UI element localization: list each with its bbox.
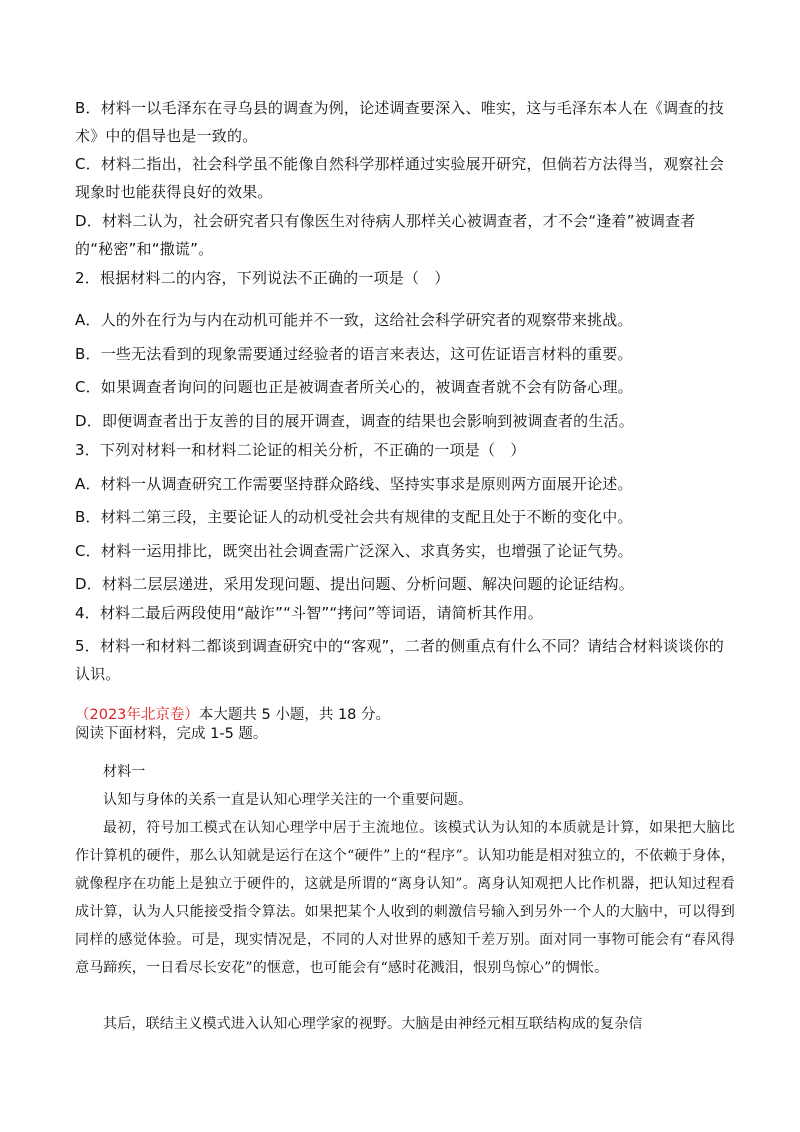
question-4: 4．材料二最后两段使用“敲诈”“斗智”“拷问”等词语，请简析其作用。	[75, 604, 543, 622]
section-meta: 本大题共 5 小题，共 18 分。	[198, 707, 391, 723]
passage-paragraph-3: 其后，联结主义模式进入认知心理学家的视野。大脑是由神经元相互联结构成的复杂信	[103, 1016, 643, 1032]
section-header	[75, 705, 390, 725]
reading-instruction: 阅读下面材料，完成 1-5 题。	[75, 726, 268, 742]
question-3-option-a: A．材料一从调查研究工作需要坚持群众路线、坚持实事求是原则两方面展开论述。	[75, 475, 633, 493]
question-2-option-d: D．即便调查者出于友善的目的展开调查，调查的结果也会影响到被调查者的生活。	[75, 412, 634, 430]
question-2: 2．根据材料二的内容，下列说法不正确的一项是（ ）	[75, 269, 450, 287]
exam-source: （2023年北京卷）	[75, 707, 199, 723]
question-2-option-a: A．人的外在行为与内在动机可能并不一致，这给社会科学研究者的观察带来挑战。	[75, 311, 633, 329]
option-b-material-one: B．材料一以毛泽东在寻乌县的调查为例，论述调查要深入、唯实，这与毛泽东本人在《调查的技术》中的倡导也是一致的。	[75, 99, 724, 145]
question-5: 5．材料一和材料二都谈到调查研究中的“客观”，二者的侧重点有什么不同？请结合材料谈谈你的认识。	[75, 637, 724, 683]
option-d-material-two: D．材料二认为，社会研究者只有像医生对待病人那样关心被调查者，才不会“逢着”被调查者的“秘密”和“撒谎”。	[75, 212, 696, 258]
question-3: 3．下列对材料一和材料二论证的相关分析，不正确的一项是（ ）	[75, 441, 526, 459]
question-3-option-d: D．材料二层层递进，采用发现问题、提出问题、分析问题、解决问题的论证结构。	[75, 575, 634, 593]
question-2-option-b: B．一些无法看到的现象需要通过经验者的语言来表达，这可佐证语言材料的重要。	[75, 345, 633, 363]
option-c-material-two: C．材料二指出，社会科学虽不能像自然科学那样通过实验展开研究，但倘若方法得当，观察社会现象时也能获得良好的效果。	[75, 155, 725, 201]
question-2-option-c: C．如果调查者询问的问题也正是被调查者所关心的，被调查者就不会有防备心理。	[75, 378, 633, 396]
material-heading: 材料一	[103, 764, 146, 780]
passage-paragraph-1: 认知与身体的关系一直是认知心理学关注的一个重要问题。	[103, 792, 473, 808]
question-3-option-c: C．材料一运用排比，既突出社会调查需广泛深入、求真务实，也增强了论证气势。	[75, 542, 633, 560]
passage-paragraph-2: 最初，符号加工模式在认知心理学中居于主流地位。该模式认为认知的本质就是计算，如果把大脑比作计算机的硬件，那么认知就是运行在这个“硬件”上的“程序”。认知功能是相对独立的，不依赖于身体，就像程序在功能上是独立于硬件的，这就是所谓的“离身认知”。离身认知观把人比作机器，把认知过程看成计算，认为人只能接受指令算法。如果把某个人收到的刺激信号输入到另外一个人的大脑中，可以得到同样的感觉体验。可是，现实情况是，不同的人对世界的感知千差万别。面对同一事物可能会有“春风得意马蹄疾，一日看尽长安花”的惬意，也可能会有“感时花溅泪，恨别鸟惊心”的惆怅。	[75, 820, 735, 976]
question-3-option-b: B．材料二第三段，主要论证人的动机受社会共有规律的支配且处于不断的变化中。	[75, 508, 633, 526]
